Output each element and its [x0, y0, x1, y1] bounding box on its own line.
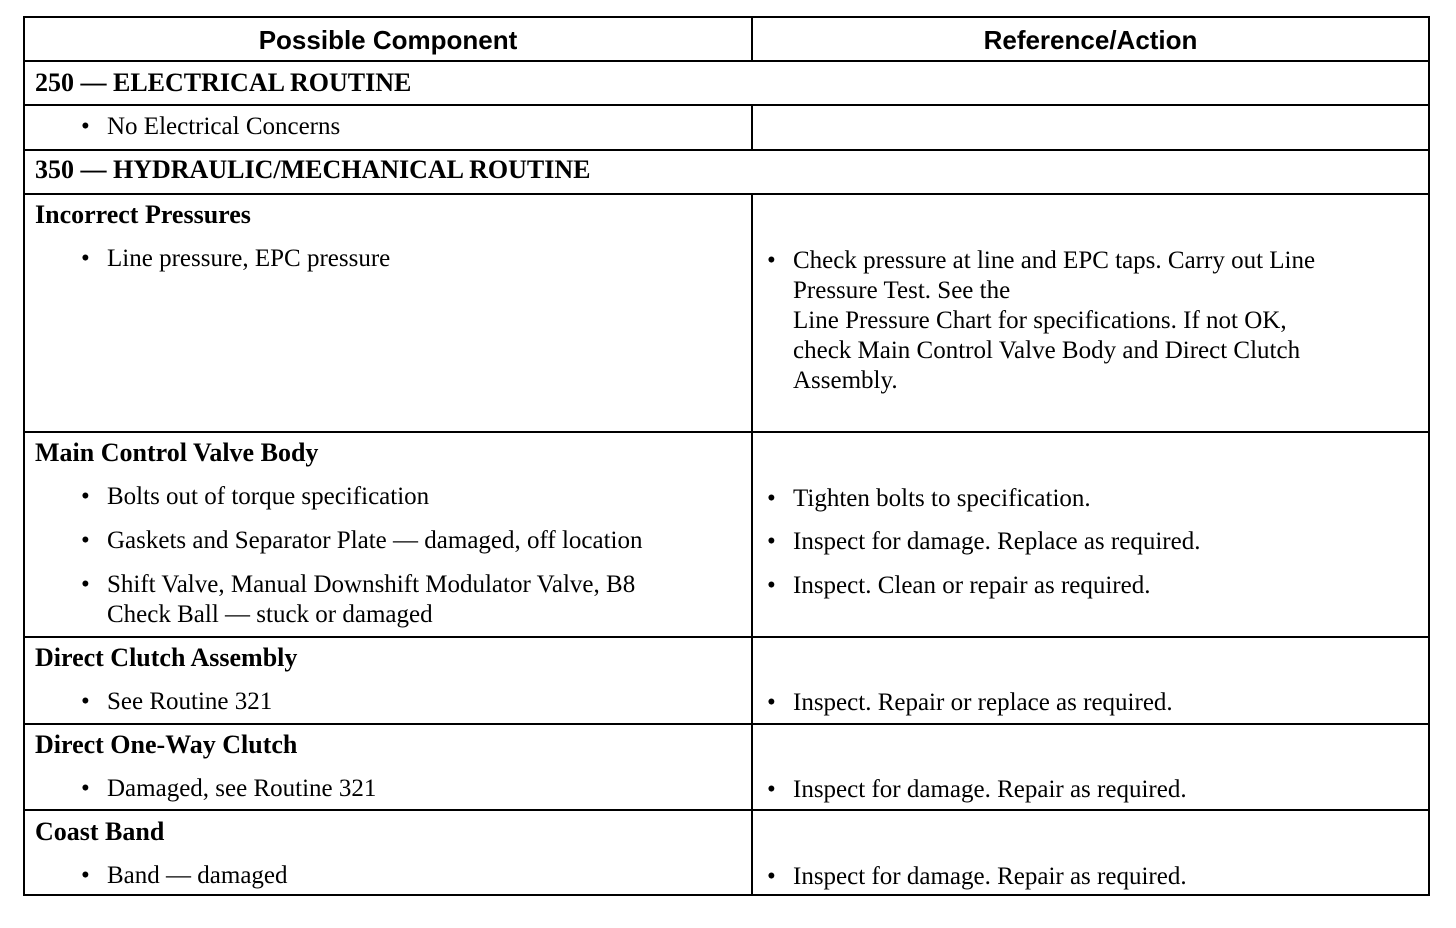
row-divider — [25, 723, 1428, 725]
bullet-icon: • — [81, 688, 90, 715]
row-divider — [25, 104, 1428, 106]
bullet-icon: • — [81, 527, 90, 554]
bullet-icon: • — [81, 571, 90, 598]
bullet-icon: • — [767, 776, 776, 803]
component-text: Shift Valve, Manual Downshift Modulator Valve, B8 Check Ball — stuck or damaged — [107, 571, 636, 628]
bullet-icon: • — [767, 247, 776, 274]
component-text: No Electrical Concerns — [107, 113, 341, 140]
diagnostic-table — [23, 16, 1430, 896]
bullet-icon: • — [81, 862, 90, 889]
group-title-coast-band: Coast Band — [35, 817, 165, 846]
column-divider — [751, 195, 753, 896]
column-header-action: Reference/Action — [983, 24, 1198, 55]
action-text: Inspect for damage. Replace as required. — [793, 528, 1201, 555]
action-text: Inspect. Repair or replace as required. — [793, 689, 1173, 716]
component-text: Band — damaged — [107, 862, 288, 889]
section-hydraulic-routine: 350 — HYDRAULIC/MECHANICAL ROUTINE — [35, 155, 591, 184]
row-divider — [25, 809, 1428, 811]
component-text: Damaged, see Routine 321 — [107, 775, 377, 802]
bullet-icon: • — [81, 245, 90, 272]
section-electrical-routine: 250 — ELECTRICAL ROUTINE — [35, 68, 412, 97]
column-header-component: Possible Component — [258, 24, 518, 55]
row-divider — [25, 193, 1428, 195]
group-title-direct-one-way-clutch: Direct One-Way Clutch — [35, 730, 298, 759]
bullet-icon: • — [81, 483, 90, 510]
bullet-icon: • — [81, 775, 90, 802]
component-text: Line pressure, EPC pressure — [107, 245, 391, 272]
row-divider — [25, 636, 1428, 638]
group-title-main-control-valve-body: Main Control Valve Body — [35, 438, 319, 467]
action-text: Check pressure at line and EPC taps. Carry out Line Pressure Test. See the Line Pressure Chart for specifications. If not OK, check Main Control Valve Body and Direct Clutch Assembly. — [793, 247, 1316, 394]
bullet-icon: • — [767, 528, 776, 555]
column-divider — [751, 106, 753, 151]
component-text: Gaskets and Separator Plate — damaged, off location — [107, 527, 643, 554]
bullet-icon: • — [767, 572, 776, 599]
action-text: Inspect for damage. Repair as required. — [793, 863, 1187, 890]
bullet-icon: • — [767, 689, 776, 716]
group-title-incorrect-pressures: Incorrect Pressures — [35, 200, 251, 229]
action-text: Inspect. Clean or repair as required. — [793, 572, 1151, 599]
component-text: Bolts out of torque specification — [107, 483, 430, 510]
row-divider — [25, 149, 1428, 151]
row-divider — [25, 431, 1428, 433]
component-text: See Routine 321 — [107, 688, 273, 715]
bullet-icon: • — [81, 113, 90, 140]
group-title-direct-clutch-assembly: Direct Clutch Assembly — [35, 643, 298, 672]
bullet-icon: • — [767, 485, 776, 512]
bullet-icon: • — [767, 863, 776, 890]
action-text: Inspect for damage. Repair as required. — [793, 776, 1187, 803]
action-text: Tighten bolts to specification. — [793, 485, 1091, 512]
